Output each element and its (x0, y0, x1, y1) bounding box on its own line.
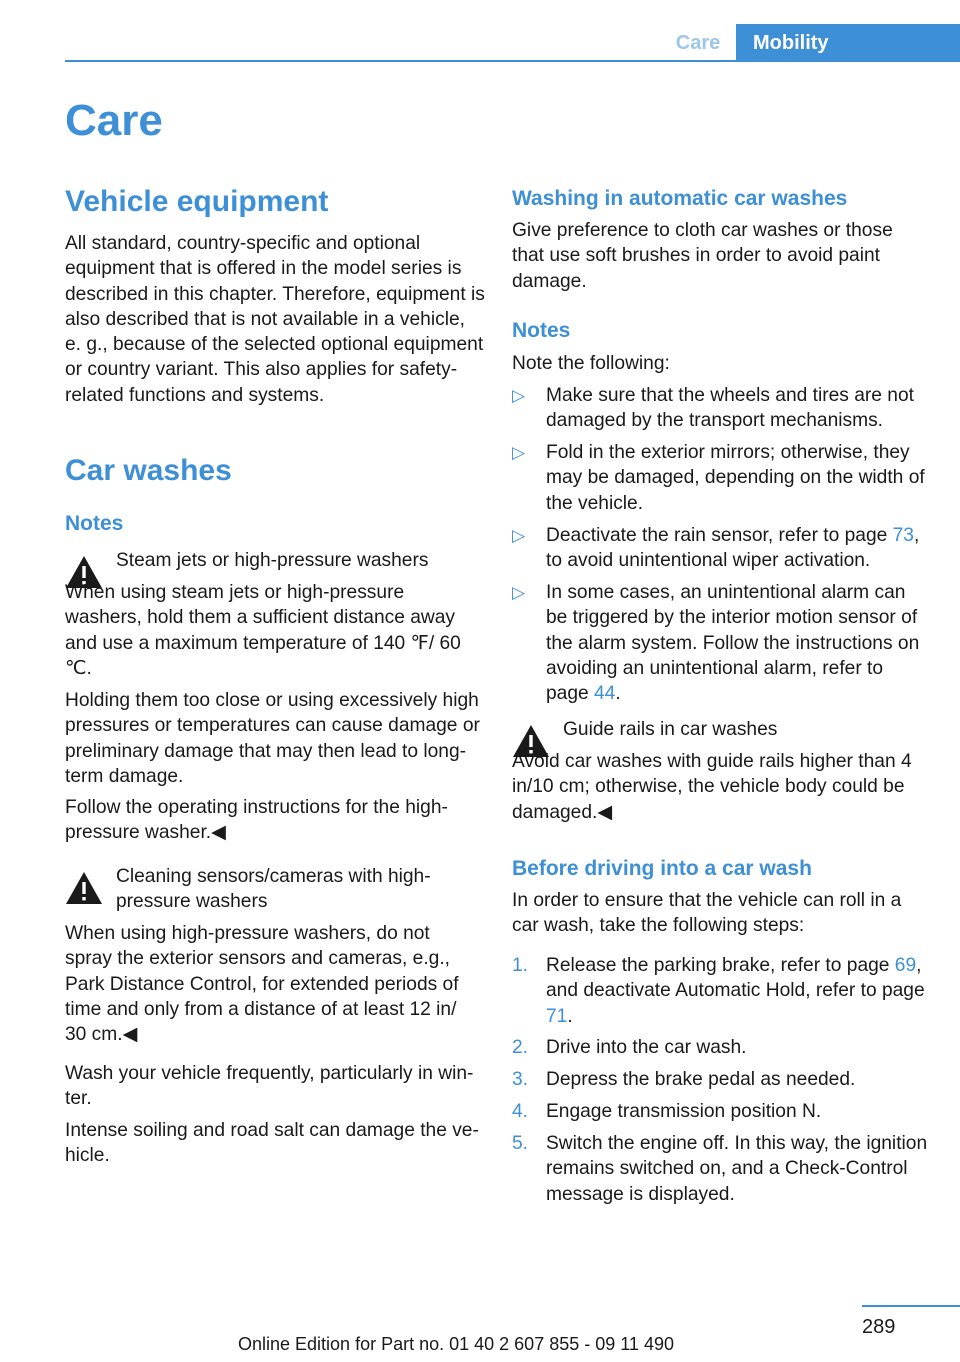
before-heading: Before driving into a car wash (512, 857, 812, 880)
list-item: 3. Depress the brake pedal as needed. (512, 1067, 930, 1092)
tab-mobility[interactable]: Mobility (736, 24, 960, 62)
triangle-bullet-icon: ▷ (512, 583, 526, 602)
before-intro: In order to ensure that the vehicle can roll in a car wash, take the following steps: (512, 890, 902, 937)
triangle-bullet-icon: ▷ (512, 386, 526, 405)
para-wash: Wash your vehicle frequently, particularly in winter. (65, 1063, 474, 1110)
page-number-rule (862, 1305, 960, 1307)
page-link[interactable]: 69 (894, 955, 917, 976)
step-number: 3. (512, 1069, 529, 1090)
step-number: 5. (512, 1133, 529, 1154)
notes-heading: Notes (512, 319, 571, 342)
warning-triangle-icon (65, 870, 103, 905)
edition-footer: Online Edition for Part no. 01 40 2 607 855 - 09 11 490 (238, 1334, 674, 1354)
page-number: 289 (862, 1316, 896, 1338)
warning-text-guide-rails: Avoid car washes with guide rails higher than 4 in/10 cm; otherwise, the vehicle body could be damaged.◀ (512, 751, 912, 823)
warning-title-steam: Steam jets or high-pressure washers (116, 550, 429, 571)
warning-title-sensors: Cleaning sensors/cameras with high-pressure washers (116, 866, 431, 913)
triangle-bullet-icon: ▷ (512, 526, 526, 545)
notes-intro: Note the following: (512, 353, 670, 374)
step-number: 1. (512, 955, 529, 976)
page-link[interactable]: 44 (594, 683, 616, 705)
vehicle-equipment-text: All standard, country-specific and optional equipment that is offered in the model series is described in this chapter. Therefore, equipment is also described that is not available in a vehicle, e. g., because of the selected optional equipment or country variant. This also applies for safety-related functions and systems. (65, 233, 485, 406)
vehicle-equipment-heading: Vehicle equipment (65, 185, 329, 218)
list-item: ▷ Deactivate the rain sensor, refer to page 73, to avoid unintentional wiper activation. (512, 525, 920, 572)
notes-heading: Notes (65, 512, 124, 535)
washing-heading: Washing in automatic car washes (512, 187, 848, 210)
car-washes-heading: Car washes (65, 454, 232, 487)
list-item: ▷ In some cases, an unintentional alarm can be triggered by the interior motion sensor of the alarm system. Follow the instructions on avoiding an unintentional alarm, refer to page 44. (512, 582, 920, 705)
page-link[interactable]: 73 (892, 525, 914, 546)
page-link[interactable]: 71 (546, 1005, 568, 1027)
warning-text-steam: When using steam jets or high-pressure washers, hold them a sufficient distance away and use a maximum temperature of 140 ℉/ 60 ℃. (65, 582, 461, 679)
tab-care[interactable]: Care (675, 32, 721, 54)
warning-title-guide-rails: Guide rails in car washes (563, 719, 778, 740)
triangle-bullet-icon: ▷ (512, 443, 526, 462)
step-number: 2. (512, 1037, 529, 1058)
list-item: 4. Engage transmission position N. (512, 1099, 930, 1124)
header-rule (65, 60, 960, 62)
washing-text: Give preference to cloth car washes or those that use soft brushes in order to avoid paint damage. (512, 220, 893, 292)
para-follow: Follow the operating instructions for the high-pressure washer.◀ (65, 797, 448, 844)
list-item: 5. Switch the engine off. In this way, the ignition remains switched on, and a Check-Control message is displayed. (512, 1133, 928, 1205)
list-item: ▷ Make sure that the wheels and tires are not damaged by the transport mechanisms. (512, 385, 914, 432)
list-item: 1. Release the parking brake, refer to page 69, and deactivate Automatic Hold, refer to page 71. (512, 955, 925, 1027)
para-soiling: Intense soiling and road salt can damage the vehicle. (65, 1120, 479, 1167)
page-title: Care (65, 96, 163, 145)
list-item: ▷ Fold in the exterior mirrors; otherwise, they may be damaged, depending on the width of the vehicle. (512, 442, 925, 514)
list-item: 2. Drive into the car wash. (512, 1035, 930, 1060)
para-too-close: Holding them too close or using excessively high pressures or temperatures can cause damage or preliminary damage that may then lead to long-term damage. (65, 690, 480, 787)
warning-text-sensors: When using high-pressure washers, do not spray the exterior sensors and cameras, e.g., Park Distance Control, for extended periods of time and only from a distance of at least 12 in/ 30 cm.◀ (65, 923, 459, 1046)
step-number: 4. (512, 1101, 529, 1122)
